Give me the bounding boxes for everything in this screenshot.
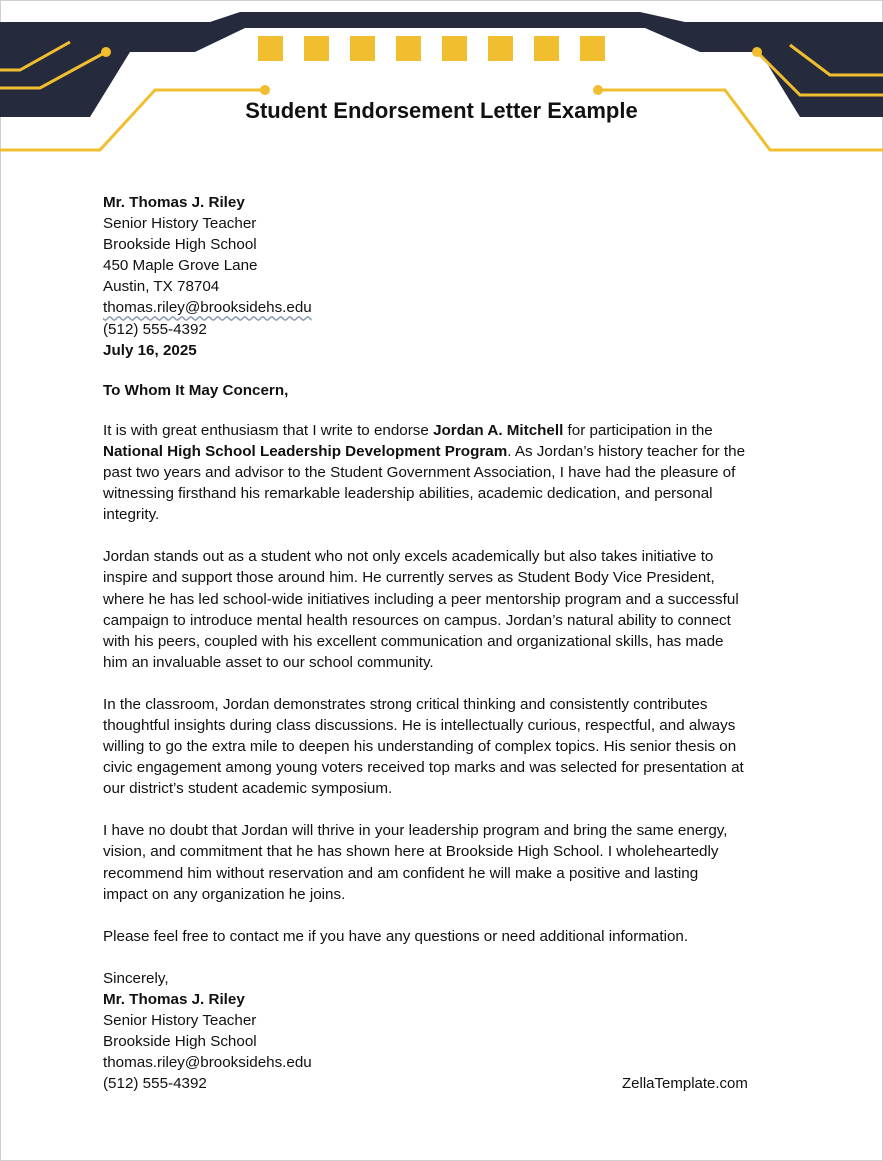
valediction: Sincerely, [103, 969, 169, 987]
paragraph-3-line: our district’s student academic symposium. [103, 780, 393, 798]
paragraph-1 [103, 420, 783, 525]
letter-body [103, 192, 783, 1094]
letter-date: July 16, 2025 [103, 341, 197, 359]
sender-city: Austin, TX 78704 [103, 278, 220, 296]
paragraph-1-line: integrity. [103, 506, 160, 524]
paragraph-1-line: witnessing firsthand his remarkable leadership abilities, academic dedication, and personal [103, 485, 713, 503]
paragraph-3-line: thoughtful insights during class discussions. He is intellectually curious, respectful, and always [103, 716, 736, 734]
salutation: To Whom It May Concern, [103, 381, 289, 399]
paragraph-4-line: recommend him without reservation and am confident he will make a positive and lasting [103, 864, 699, 882]
paragraph-3-line: civic engagement among young voters received top marks and was selected for presentation at [103, 759, 744, 777]
paragraph-2-line: with his peers, coupled with his excellent communication and organizational skills, has made [103, 632, 724, 650]
page-title: Student Endorsement Letter Example [245, 98, 638, 123]
paragraph-3 [103, 694, 783, 799]
closing-name: Mr. Thomas J. Riley [103, 990, 245, 1008]
sender-name: Mr. Thomas J. Riley [103, 194, 245, 211]
paragraph-2 [103, 546, 783, 673]
program-name: National High School Leadership Development Program [103, 442, 508, 460]
paragraph-4-line: I have no doubt that Jordan will thrive in your leadership program and bring the same energy, [103, 822, 728, 840]
paragraph-1-line: It is with great enthusiasm that I write to endorse Jordan A. Mitchell for participation in the [103, 421, 713, 439]
paragraph-5: Please feel free to contact me if you have any questions or need additional information. [103, 927, 689, 945]
sender-email[interactable]: thomas.riley@brooksidehs.edu [103, 299, 312, 317]
paragraph-2-line: where he has led school-wide initiatives including a peer mentorship program and a successful [103, 590, 739, 608]
watermark-text: ZellaTemplate.com [622, 1075, 748, 1092]
paragraph-4-line: vision, and commitment that he has shown here at Brookside High School. I wholeheartedly [103, 843, 719, 861]
paragraph-2-line: Jordan stands out as a student who not only excels academically but also takes initiative to [103, 548, 714, 566]
closing-email[interactable]: thomas.riley@brooksidehs.edu [103, 1054, 312, 1072]
paragraph-3-line: In the classroom, Jordan demonstrates strong critical thinking and consistently contributes [103, 695, 708, 713]
header-decoration [0, 0, 883, 160]
closing-position: Senior History Teacher [103, 1012, 257, 1029]
sender-position: Senior History Teacher [103, 215, 257, 233]
gold-square-row [258, 36, 605, 61]
sender-street: 450 Maple Grove Lane [103, 257, 258, 275]
paragraph-2-line: inspire and support those around him. He currently serves as Student Body Vice President, [103, 569, 715, 587]
paragraph-1-line: past two years and advisor to the Student Government Association, I have had the pleasure of [103, 464, 736, 482]
paragraph-1-line: National High School Leadership Development Program. As Jordan’s history teacher for the [103, 442, 746, 460]
sender-school: Brookside High School [103, 236, 257, 254]
paragraph-4 [103, 820, 783, 904]
paragraph-4-line: impact on any organization he joins. [103, 885, 346, 903]
closing-phone: (512) 555-4392 [103, 1075, 207, 1093]
paragraph-2-line: him an invaluable asset to our school community. [103, 653, 434, 671]
candidate-name: Jordan A. Mitchell [433, 421, 564, 439]
paragraph-3-line: willing to go the extra mile to deepen his understanding of complex topics. His senior thesis on [103, 738, 737, 756]
sender-block [103, 192, 783, 361]
sender-phone: (512) 555-4392 [103, 320, 207, 338]
paragraph-2-line: campaign to introduce mental health resources on campus. Jordan’s natural ability to connect [103, 611, 731, 629]
closing-school: Brookside High School [103, 1033, 257, 1051]
circuit-dots-right [593, 47, 762, 95]
